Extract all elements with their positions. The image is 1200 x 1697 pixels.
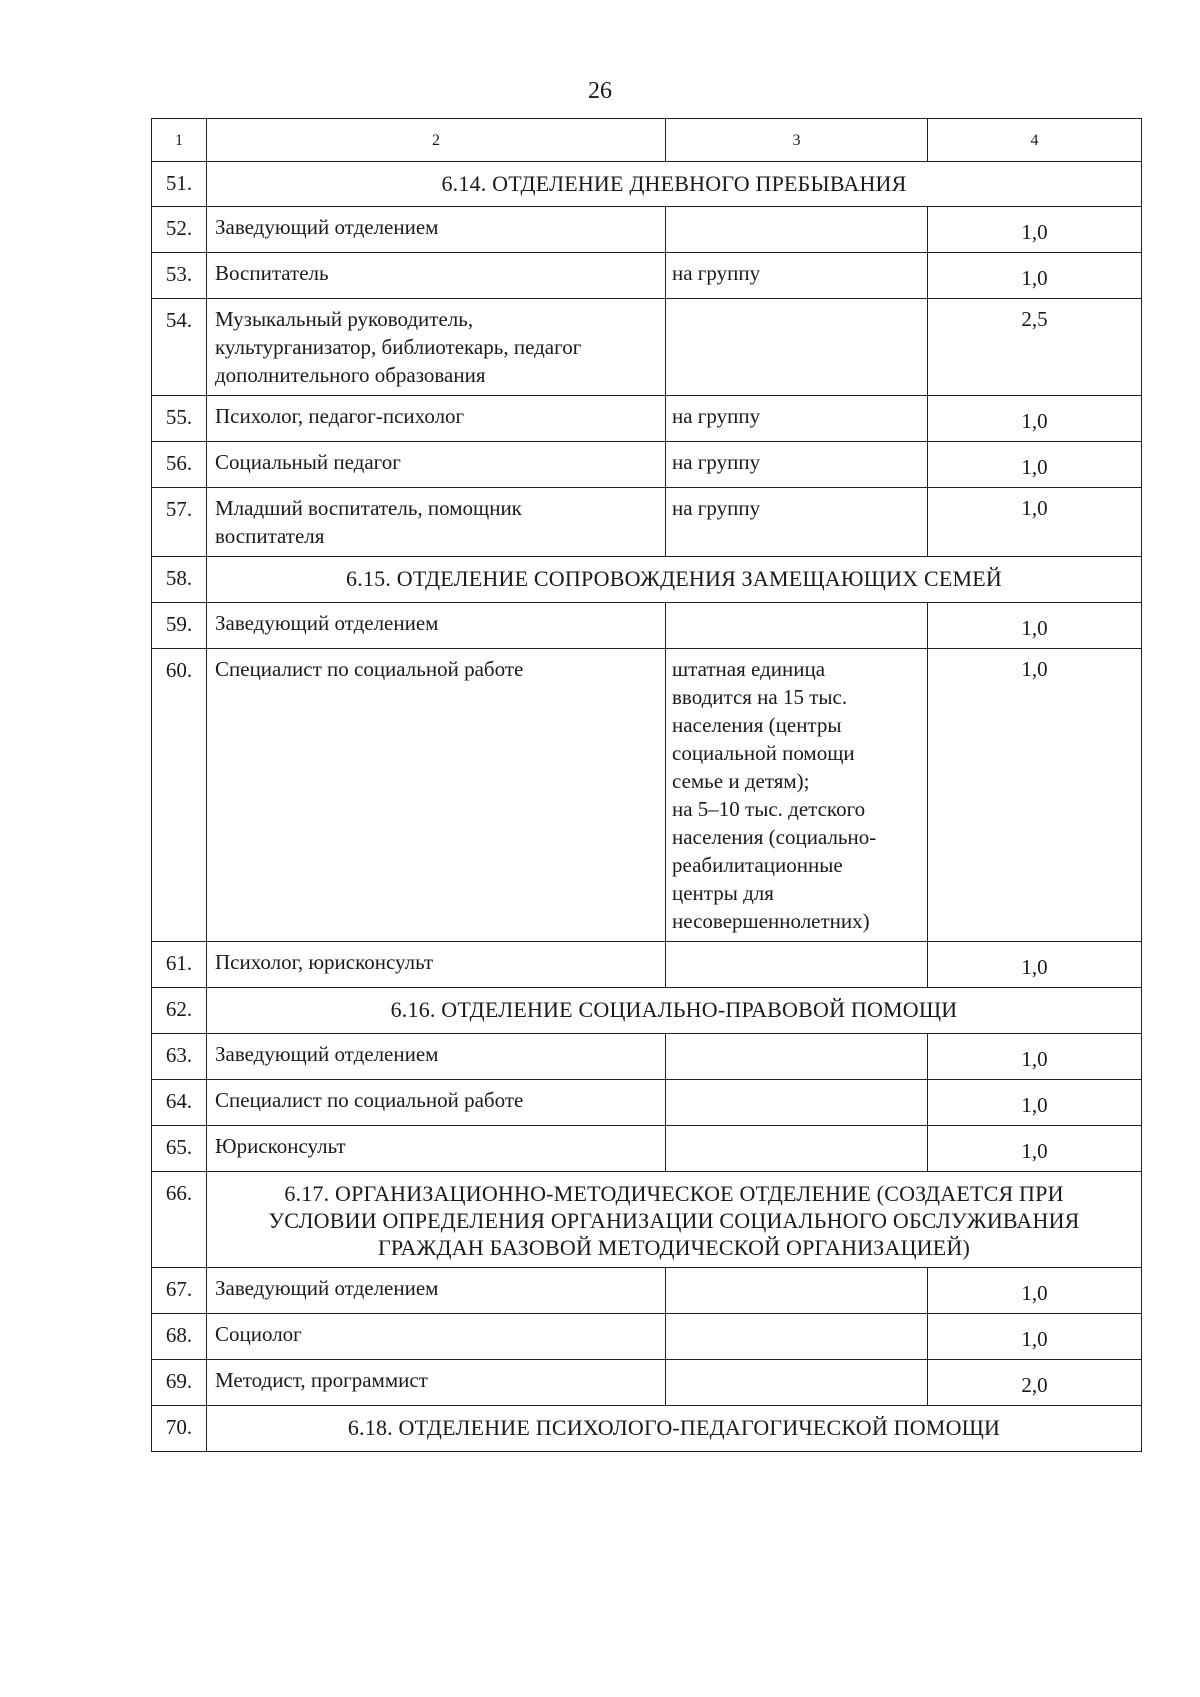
position-name: Специалист по социальной работе [207,649,666,942]
position-note: штатная единица вводится на 15 тыс. населения (центры социальной помощи семье и детям); на 5–10 тыс. детского населения (социально- реабилитационные центры для несовершеннолетних) [666,649,928,942]
section-row [152,162,1142,207]
row-number: 52. [152,207,207,253]
section-title: 6.17. ОРГАНИЗАЦИОННО-МЕТОДИЧЕСКОЕ ОТДЕЛЕНИЕ (СОЗДАЕТСЯ ПРИ УСЛОВИИ ОПРЕДЕЛЕНИЯ ОРГАНИЗАЦИИ СОЦИАЛЬНОГО ОБСЛУЖИВАНИЯ ГРАЖДАН БАЗОВОЙ МЕТОДИЧЕСКОЙ ОРГАНИЗАЦИЕЙ) [207,1172,1142,1268]
row-number: 66. [152,1172,207,1268]
section-title: 6.16. ОТДЕЛЕНИЕ СОЦИАЛЬНО-ПРАВОВОЙ ПОМОЩИ [207,988,1142,1034]
staff-units-value: 1,0 [928,603,1142,649]
row-number: 57. [152,488,207,557]
section-row [152,1172,1142,1268]
staffing-table-body [152,119,1142,1452]
position-note [666,299,928,396]
column-number-1: 1 [152,119,207,162]
staff-units-value: 1,0 [928,1126,1142,1172]
staff-units-value: 1,0 [928,1034,1142,1080]
position-note [666,1126,928,1172]
position-note: на группу [666,442,928,488]
column-number-header-row [152,119,1142,162]
section-row [152,988,1142,1034]
position-name: Методист, программист [207,1360,666,1406]
row-number: 65. [152,1126,207,1172]
row-number: 69. [152,1360,207,1406]
staff-units-value: 1,0 [928,442,1142,488]
position-note: на группу [666,253,928,299]
position-name: Заведующий отделением [207,207,666,253]
section-row [152,557,1142,603]
row-number: 55. [152,396,207,442]
position-note [666,1314,928,1360]
table-row [152,488,1142,557]
position-name: Юрисконсульт [207,1126,666,1172]
table-row [152,942,1142,988]
row-number: 56. [152,442,207,488]
row-number: 53. [152,253,207,299]
section-title: 6.15. ОТДЕЛЕНИЕ СОПРОВОЖДЕНИЯ ЗАМЕЩАЮЩИХ СЕМЕЙ [207,557,1142,603]
table-row [152,1360,1142,1406]
position-name: Младший воспитатель, помощник воспитателя [207,488,666,557]
staff-units-value: 2,5 [928,299,1142,396]
section-row [152,1406,1142,1452]
staff-units-value: 1,0 [928,253,1142,299]
table-row [152,396,1142,442]
table-row [152,442,1142,488]
table-row [152,1080,1142,1126]
row-number: 60. [152,649,207,942]
position-name: Социальный педагог [207,442,666,488]
page-number: 26 [588,78,612,104]
position-name: Психолог, юрисконсульт [207,942,666,988]
position-note [666,1034,928,1080]
row-number: 70. [152,1406,207,1452]
position-name: Специалист по социальной работе [207,1080,666,1126]
staff-units-value: 1,0 [928,1268,1142,1314]
staff-units-value: 1,0 [928,942,1142,988]
section-title: 6.14. ОТДЕЛЕНИЕ ДНЕВНОГО ПРЕБЫВАНИЯ [207,162,1142,207]
table-row [152,603,1142,649]
position-note [666,207,928,253]
position-name: Воспитатель [207,253,666,299]
row-number: 59. [152,603,207,649]
position-note [666,1360,928,1406]
position-name: Заведующий отделением [207,603,666,649]
table-row [152,1268,1142,1314]
row-number: 61. [152,942,207,988]
row-number: 64. [152,1080,207,1126]
position-name: Музыкальный руководитель, культурганизатор, библиотекарь, педагог дополнительного образования [207,299,666,396]
position-name: Заведующий отделением [207,1034,666,1080]
column-number-2: 2 [207,119,666,162]
table-row [152,1034,1142,1080]
row-number: 67. [152,1268,207,1314]
row-number: 51. [152,162,207,207]
row-number: 54. [152,299,207,396]
position-note [666,1080,928,1126]
position-name: Социолог [207,1314,666,1360]
staff-units-value: 1,0 [928,207,1142,253]
staff-units-value: 1,0 [928,1080,1142,1126]
staff-units-value: 1,0 [928,649,1142,942]
row-number: 63. [152,1034,207,1080]
staff-units-value: 2,0 [928,1360,1142,1406]
table-row [152,253,1142,299]
column-number-4: 4 [928,119,1142,162]
table-row [152,207,1142,253]
position-name: Заведующий отделением [207,1268,666,1314]
row-number: 58. [152,557,207,603]
position-note: на группу [666,396,928,442]
section-title: 6.18. ОТДЕЛЕНИЕ ПСИХОЛОГО-ПЕДАГОГИЧЕСКОЙ ПОМОЩИ [207,1406,1142,1452]
position-note [666,1268,928,1314]
table-row [152,1126,1142,1172]
row-number: 62. [152,988,207,1034]
table-row [152,649,1142,942]
row-number: 68. [152,1314,207,1360]
staffing-table [151,118,1142,1452]
position-note [666,942,928,988]
position-name: Психолог, педагог-психолог [207,396,666,442]
table-row [152,299,1142,396]
position-note: на группу [666,488,928,557]
staff-units-value: 1,0 [928,488,1142,557]
position-note [666,603,928,649]
staff-units-value: 1,0 [928,1314,1142,1360]
staff-units-value: 1,0 [928,396,1142,442]
table-row [152,1314,1142,1360]
column-number-3: 3 [666,119,928,162]
